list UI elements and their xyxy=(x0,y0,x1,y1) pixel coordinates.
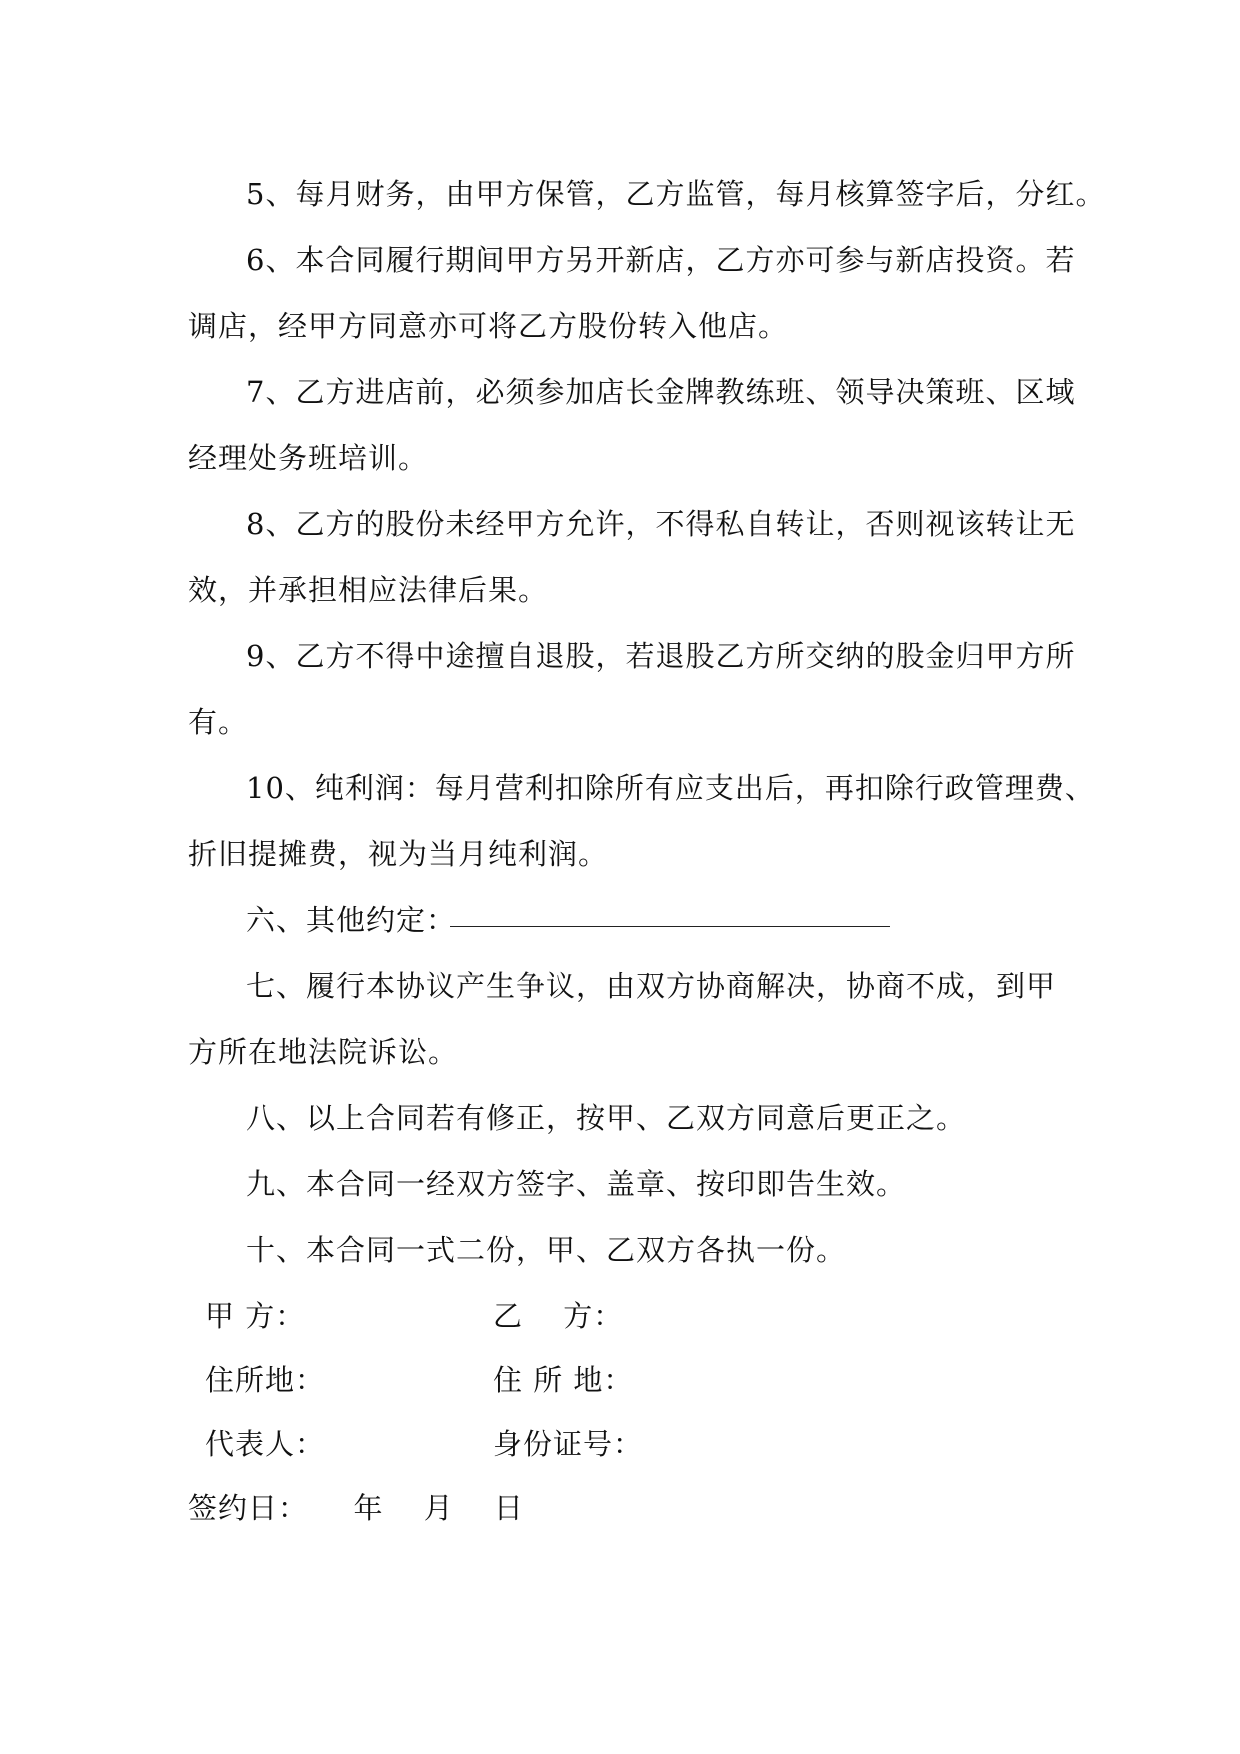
clause-6-line-2: 调店，经甲方同意亦可将乙方股份转入他店。 xyxy=(188,309,789,343)
party-a-address-label: 住所地： xyxy=(205,1363,326,1397)
representative-label: 代表人： xyxy=(205,1427,326,1461)
clause-copies: 十、本合同一式二份，甲、乙双方各执一份。 xyxy=(246,1233,847,1267)
other-agreements-label: 六、其他约定： xyxy=(246,903,457,937)
clause-6-line-1: 6、本合同履行期间甲方另开新店，乙方亦可参与新店投资。若 xyxy=(246,243,1076,277)
clause-amendments: 八、以上合同若有修正，按甲、乙双方同意后更正之。 xyxy=(246,1101,967,1135)
clause-10-line-2: 折旧提摊费，视为当月纯利润。 xyxy=(188,837,609,871)
clause-7-line-1: 7、乙方进店前，必须参加店长金牌教练班、领导决策班、区域 xyxy=(246,375,1076,409)
other-agreements-blank xyxy=(450,926,890,927)
clause-5: 5、每月财务，由甲方保管，乙方监管，每月核算签字后，分红。 xyxy=(246,177,1106,211)
clause-dispute-line-2: 方所在地法院诉讼。 xyxy=(188,1035,459,1069)
clause-9-line-2: 有。 xyxy=(188,705,249,739)
clause-10-line-1: 10、纯利润：每月营利扣除所有应支出后，再扣除行政管理费、 xyxy=(246,771,1095,805)
clause-dispute-line-1: 七、履行本协议产生争议，由双方协商解决，协商不成，到甲 xyxy=(246,969,1057,1003)
party-a-label: 甲 方： xyxy=(205,1299,306,1333)
party-b-address-label: 住 所 地： xyxy=(493,1363,634,1397)
id-number-label: 身份证号： xyxy=(493,1427,644,1461)
clause-8-line-1: 8、乙方的股份未经甲方允许，不得私自转让，否则视该转让无 xyxy=(246,507,1076,541)
clause-9-line-1: 9、乙方不得中途擅自退股，若退股乙方所交纳的股金归甲方所 xyxy=(246,639,1076,673)
clause-8-line-2: 效，并承担相应法律后果。 xyxy=(188,573,549,607)
clause-effective: 九、本合同一经双方签字、盖章、按印即告生效。 xyxy=(246,1167,907,1201)
sign-date-label: 签约日： 年 月 日 xyxy=(188,1491,524,1525)
party-b-label: 乙 方： xyxy=(493,1299,624,1333)
clause-7-line-2: 经理处务班培训。 xyxy=(188,441,429,475)
